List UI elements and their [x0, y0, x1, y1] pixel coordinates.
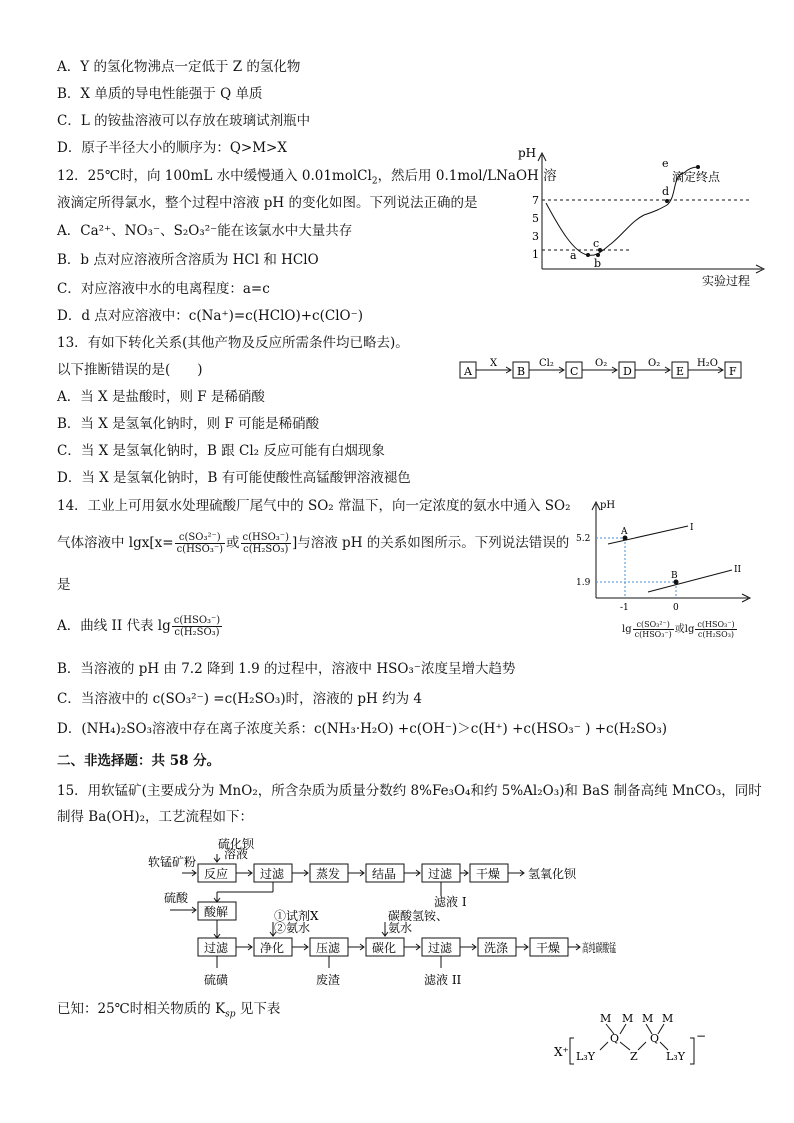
flow-box-evaporate: 蒸发: [316, 867, 341, 881]
q12-option-d: D．d 点对应溶液中：c(Na⁺)=c(HClO)+c(ClO⁻): [57, 308, 363, 324]
flow-box-filter1: 过滤: [260, 867, 285, 881]
q12-option-b: B．b 点对应溶液所含溶质为 HCl 和 HClO: [57, 252, 319, 268]
q13-box-e: E: [676, 365, 685, 378]
flow-filtrate1: 滤液 I: [434, 895, 467, 909]
q12-y-axis-label: pH: [518, 146, 537, 160]
q13-box-c: C: [570, 365, 579, 378]
q12-annotation: 滴定终点: [672, 170, 721, 184]
q14-stem-line3: 是: [57, 577, 71, 593]
q12-point-a: [586, 253, 590, 257]
flow-input-bas1: 硫化钡: [218, 837, 255, 851]
q13-box-a: A: [464, 365, 472, 378]
flow-input-bas2: 溶液: [224, 847, 249, 861]
frac-hso3-over-h2so3: $\frac{\text{c(HSO₃⁻)}}{\text{c(H₂SO₃)}}$: [242, 532, 289, 555]
struct-q2: Q: [650, 1032, 660, 1045]
q13-stem-line1: 13．有如下转化关系(其他产物及反应所需条件均已略去)。: [57, 335, 409, 351]
q14-stem-line2: 气体溶液中 lgx[x= $\frac{\text{c(SO₃²⁻)}}{\text{c(HSO₃⁻)}}$ 或 $\frac{\text{c(HSO₃⁻)}}{\text{c(H₂SO₃)}}$ ]与溶液 pH 的关系如图所示。下列说法错误的: [57, 532, 570, 555]
q14-line-label-ii: II: [734, 565, 742, 575]
struct-m3: M: [642, 1012, 654, 1025]
flow-reagent2: ②氨水: [274, 921, 311, 935]
q12-option-a: A．Ca²⁺、NO₃⁻、S₂O₃²⁻能在该氯水中大量共存: [57, 223, 353, 239]
q14-option-d: D．(NH₄)₂SO₃溶液中存在离子浓度关系：c(NH₃·H₂O) +c(OH⁻)＞c(H⁺) +c(HSO₃⁻ ) +c(H₂SO₃): [57, 721, 668, 737]
flow-box-press: 压滤: [316, 941, 341, 955]
flow-reagent4: 氨水: [388, 921, 413, 935]
q13-box-b: B: [517, 365, 526, 378]
flow-box-react: 反应: [204, 867, 229, 881]
q14-x-tick-0: 0: [673, 603, 679, 613]
struct-q1: Q: [610, 1032, 620, 1045]
q13-stem-line2: 以下推断错误的是( ): [57, 362, 203, 378]
q11-option-c: C．L 的铵盐溶液可以存放在玻璃试剂瓶中: [57, 113, 311, 129]
flow-reagent3: 碳酸氢铵、: [388, 909, 449, 923]
q14-y-axis-label: pH: [600, 500, 616, 511]
q14-point-a-label: A: [621, 527, 628, 537]
q12-y-tick-1: 1: [532, 248, 539, 261]
q14-ph-chart: [568, 494, 758, 614]
flow-box-carbonize: 碳化: [372, 941, 397, 955]
q14-y-tick-52: 5.2: [576, 534, 591, 544]
q13-option-d: D．当 X 是氢氧化钠时，B 有可能使酸性高锰酸钾溶液褪色: [57, 470, 411, 486]
flow-out-waste: 废渣: [316, 973, 341, 987]
q12-curve: [546, 202, 688, 255]
flow-box-crystallize: 结晶: [372, 867, 397, 881]
struct-l3y-left: L₃Y: [576, 1050, 595, 1063]
q12-stem-line2: 液滴定所得氯水，整个过程中溶液 pH 的变化如图。下列说法正确的是: [57, 195, 478, 211]
q15-structure-formula: [550, 1010, 720, 1070]
struct-l3y-right: L₃Y: [666, 1050, 685, 1063]
q15-line1: 15．用软锰矿(主要成分为 MnO₂，所含杂质为质量分数约 8%Fe₃O₄和约 5%Al₂O₃)和 BaS 制备高纯 MnCO₃，同时: [57, 783, 762, 799]
q12-point-a-label: a: [570, 249, 577, 262]
q14-x-axis-label: lg $\frac{\text{c(SO₃²⁻)}}{\text{c(HSO₃⁻)}}$ 或lg $\frac{\text{c(HSO₃⁻)}}{\text{c(H₂SO₃)}}$: [622, 620, 735, 639]
flow-box-filter2: 过滤: [428, 867, 453, 881]
q12-y-tick-5: 5: [532, 212, 539, 225]
flow-box-purify: 净化: [260, 941, 285, 955]
q13-arrow-o2-1: O₂: [595, 358, 608, 369]
struct-charge: −: [696, 1029, 707, 1043]
q11-option-a: A．Y 的氢化物沸点一定低于 Z 的氢化物: [57, 59, 301, 75]
q13-option-a: A．当 X 是盐酸时，则 F 是稀硝酸: [57, 389, 265, 405]
flow-reagent1: ①试剂X: [274, 909, 319, 923]
q13-arrow-x: X: [490, 358, 498, 369]
flow-box-dry1: 干燥: [476, 867, 501, 881]
q14-point-b-label: B: [671, 571, 678, 581]
q12-x-axis-label: 实验过程: [702, 274, 751, 288]
section2-heading: 二、非选择题：共 58 分。: [57, 753, 221, 769]
q13-arrow-o2-2: O₂: [648, 358, 661, 369]
q13-box-d: D: [623, 365, 632, 378]
frac-so3-over-hso3: $\frac{\text{c(SO₃²⁻)}}{\text{c(HSO₃⁻)}}$: [176, 532, 224, 555]
struct-z: Z: [630, 1050, 638, 1063]
q12-point-c-label: c: [593, 237, 600, 250]
flow-input-ore: 软锰矿粉: [148, 855, 197, 869]
q15-flow-diagram: [148, 836, 643, 992]
q14-y-tick-19: 1.9: [576, 578, 591, 588]
q12-option-c: C．对应溶液中水的电离程度：a=c: [57, 281, 270, 297]
q14-option-b: B．当溶液的 pH 由 7.2 降到 1.9 的过程中，溶液中 HSO₃⁻浓度呈增大趋势: [57, 661, 516, 677]
q12-y-tick-3: 3: [532, 230, 539, 243]
flow-input-acid: 硫酸: [164, 891, 189, 905]
q15-line2: 制得 Ba(OH)₂，工艺流程如下：: [57, 809, 254, 825]
q13-option-b: B．当 X 是氢氧化钠时，则 F 可能是稀硝酸: [57, 416, 320, 432]
flow-box-filter3: 过滤: [204, 941, 229, 955]
q12-ph-chart: [512, 145, 774, 290]
q12-point-d-label: d: [662, 185, 670, 198]
frac-option-a: $\frac{\text{c(HSO₃⁻)}}{\text{c(H₂SO₃)}}$: [173, 615, 221, 638]
q12-point-e: [696, 165, 700, 169]
flow-product-baoh2: 氢氧化钡: [528, 867, 577, 881]
q13-chain-diagram: [456, 356, 746, 382]
q14-option-a: A．曲线 II 代表 lg $\frac{\text{c(HSO₃⁻)}}{\text{c(H₂SO₃)}}$: [57, 615, 221, 638]
q11-option-b: B．X 单质的导电性能强于 Q 单质: [57, 86, 263, 102]
q12-stem-line1: 12．25℃时，向 100mL 水中缓慢通入 0.01molCl$_2$，然后用 0.1mol/LNaOH 溶: [57, 168, 557, 187]
flow-box-wash: 洗涤: [484, 941, 509, 955]
q14-option-c: C．当溶液中的 c(SO₃²⁻) =c(H₂SO₃)时，溶液的 pH 约为 4: [57, 691, 422, 707]
q12-point-e-label: e: [662, 157, 669, 170]
q11-option-d: D．原子半径大小的顺序为：Q>M>X: [57, 140, 287, 156]
struct-m2: M: [622, 1012, 634, 1025]
q12-point-b-label: b: [594, 257, 602, 270]
struct-cation: X⁺: [554, 1045, 569, 1059]
flow-box-acidolysis: 酸解: [204, 905, 229, 919]
struct-m4: M: [662, 1012, 674, 1025]
struct-m1: M: [600, 1012, 612, 1025]
flow-box-dry2: 干燥: [536, 941, 561, 955]
q13-box-f: F: [729, 365, 737, 378]
q14-line-label-i: I: [690, 523, 694, 533]
q13-arrow-cl2: Cl₂: [539, 358, 554, 369]
q15-known: 已知：25℃时相关物质的 $K_{sp}$ 见下表: [57, 1001, 281, 1020]
flow-filtrate2: 滤液 II: [424, 973, 462, 987]
flow-out-sulfur: 硫磺: [204, 973, 229, 987]
q13-option-c: C．当 X 是氢氧化钠时，B 跟 Cl₂ 反应可能有白烟现象: [57, 443, 385, 459]
q12-y-tick-7: 7: [532, 194, 539, 207]
q14-x-tick-m1: -1: [620, 603, 629, 613]
q14-stem-line1: 14．工业上可用氨水处理硫酸厂尾气中的 SO₂ 常温下，向一定浓度的氨水中通入 SO₂: [57, 498, 571, 514]
q12-point-d: [665, 199, 669, 203]
q13-arrow-h2o: H₂O: [697, 358, 718, 369]
flow-product-mnco3: 高纯碳酸锰: [582, 941, 643, 955]
flow-box-filter4: 过滤: [428, 941, 453, 955]
